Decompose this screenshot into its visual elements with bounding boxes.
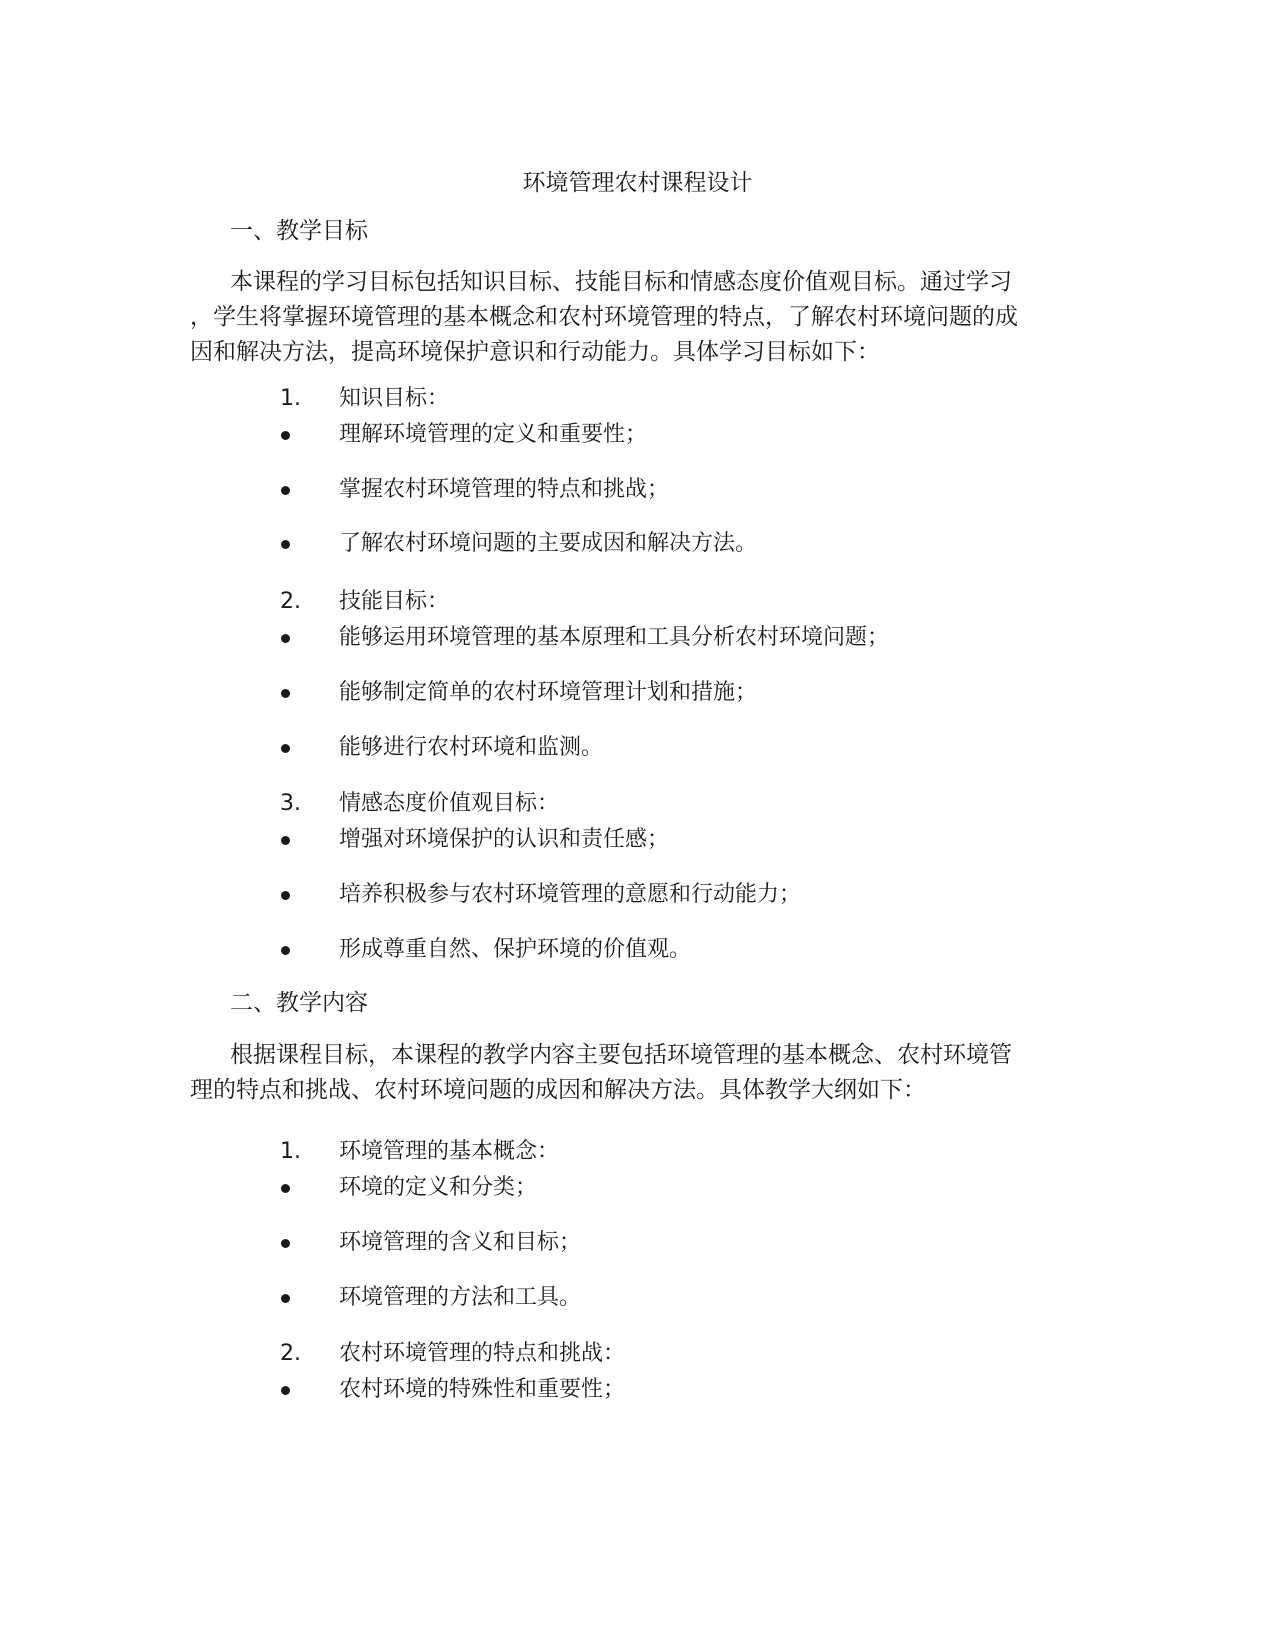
bullet-icon bbox=[281, 486, 290, 495]
section-paragraph-content bbox=[190, 1038, 1095, 1108]
bullet-icon bbox=[281, 946, 290, 955]
item-label: 农村环境管理的特点和挑战： bbox=[339, 1341, 626, 1366]
bullet-icon bbox=[281, 431, 290, 440]
item-number: 2. bbox=[280, 589, 301, 614]
bullet-item bbox=[0, 733, 1275, 763]
bullet-item bbox=[0, 880, 1275, 910]
bullet-text: 能够进行农村环境和监测。 bbox=[339, 735, 604, 760]
bullet-icon bbox=[281, 744, 290, 753]
numbered-item bbox=[0, 1137, 1275, 1167]
bullet-icon bbox=[281, 540, 290, 549]
bullet-icon bbox=[281, 1239, 290, 1248]
bullet-icon bbox=[281, 1184, 290, 1193]
document-title: 环境管理农村课程设计 bbox=[522, 170, 753, 196]
bullet-text: 掌握农村环境管理的特点和挑战； bbox=[339, 477, 670, 502]
bullet-item bbox=[0, 529, 1275, 559]
numbered-item bbox=[0, 587, 1275, 617]
bullet-item bbox=[0, 935, 1275, 965]
section-heading-objectives: 一、教学目标 bbox=[230, 218, 368, 244]
bullet-icon bbox=[281, 836, 290, 845]
bullet-item bbox=[0, 623, 1275, 653]
item-number: 1. bbox=[280, 386, 301, 411]
bullet-item bbox=[0, 678, 1275, 708]
item-label: 知识目标： bbox=[339, 386, 450, 411]
paragraph-line bbox=[190, 1038, 1095, 1073]
section-paragraph-objectives bbox=[190, 265, 1095, 370]
bullet-text: 农村环境的特殊性和重要性； bbox=[339, 1377, 626, 1402]
bullet-item bbox=[0, 420, 1275, 450]
bullet-icon bbox=[281, 634, 290, 643]
item-number: 2. bbox=[280, 1341, 301, 1366]
paragraph-line: 因和解决方法，提高环境保护意识和行动能力。具体学习目标如下： bbox=[190, 339, 880, 365]
item-label: 环境管理的基本概念： bbox=[339, 1139, 560, 1164]
bullet-text: 形成尊重自然、保护环境的价值观。 bbox=[339, 937, 692, 962]
paragraph-line-text: 本课程的学习目标包括知识目标、技能目标和情感态度价值观目标。通过学习 bbox=[230, 269, 1012, 295]
paragraph-line bbox=[190, 265, 1095, 300]
bullet-item bbox=[0, 475, 1275, 505]
bullet-text: 培养积极参与农村环境管理的意愿和行动能力； bbox=[339, 882, 802, 907]
bullet-icon bbox=[281, 1386, 290, 1395]
bullet-item bbox=[0, 1283, 1275, 1313]
bullet-text: 能够运用环境管理的基本原理和工具分析农村环境问题； bbox=[339, 625, 890, 650]
bullet-icon bbox=[281, 689, 290, 698]
bullet-item bbox=[0, 1228, 1275, 1258]
bullet-text: 了解农村环境问题的主要成因和解决方法。 bbox=[339, 531, 758, 556]
numbered-item bbox=[0, 1339, 1275, 1369]
bullet-icon bbox=[281, 1294, 290, 1303]
item-number: 3. bbox=[280, 791, 301, 816]
paragraph-line: ，学生将掌握环境管理的基本概念和农村环境管理的特点，了解农村环境问题的成 bbox=[190, 304, 1018, 330]
bullet-text: 环境管理的方法和工具。 bbox=[339, 1285, 582, 1310]
bullet-text: 增强对环境保护的认识和责任感； bbox=[339, 827, 670, 852]
bullet-text: 环境的定义和分类； bbox=[339, 1175, 538, 1200]
item-label: 技能目标： bbox=[339, 589, 450, 614]
bullet-icon bbox=[281, 891, 290, 900]
item-label: 情感态度价值观目标： bbox=[339, 791, 560, 816]
bullet-text: 环境管理的含义和目标； bbox=[339, 1230, 582, 1255]
bullet-text: 能够制定简单的农村环境管理计划和措施； bbox=[339, 680, 758, 705]
numbered-item bbox=[0, 384, 1275, 414]
paragraph-line-text: 根据课程目标，本课程的教学内容主要包括环境管理的基本概念、农村环境管 bbox=[230, 1042, 1012, 1068]
paragraph-line: 理的特点和挑战、农村环境问题的成因和解决方法。具体教学大纲如下： bbox=[190, 1077, 926, 1103]
section-heading-content: 二、教学内容 bbox=[230, 990, 368, 1016]
item-number: 1. bbox=[280, 1139, 301, 1164]
bullet-item bbox=[0, 1375, 1275, 1405]
bullet-item bbox=[0, 825, 1275, 855]
bullet-text: 理解环境管理的定义和重要性； bbox=[339, 422, 648, 447]
bullet-item bbox=[0, 1173, 1275, 1203]
numbered-item bbox=[0, 789, 1275, 819]
